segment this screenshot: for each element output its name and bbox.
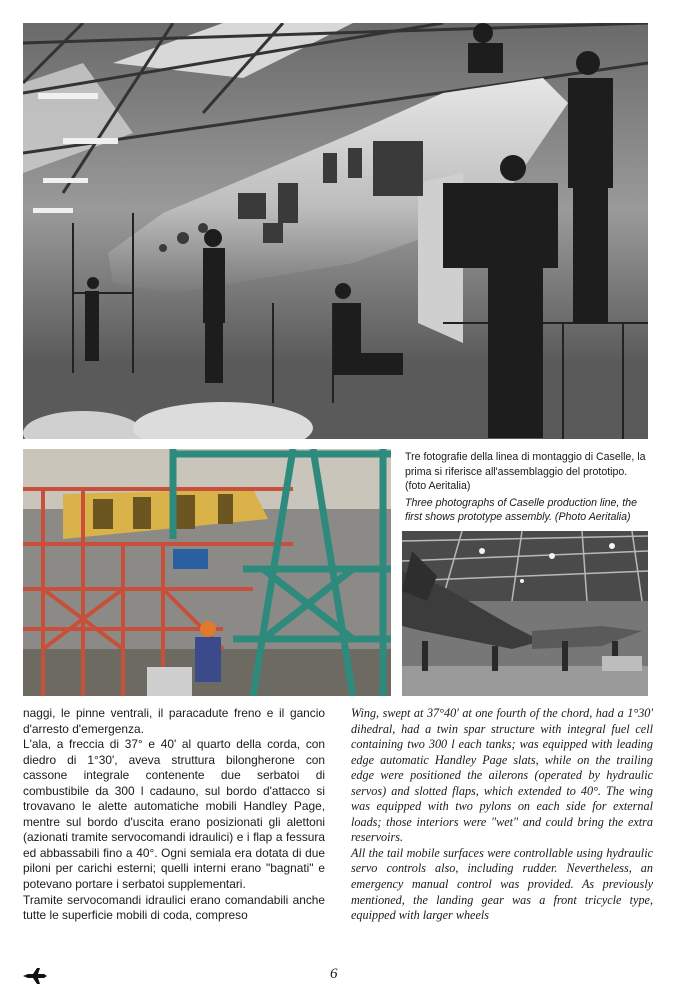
page-number: 6 (330, 966, 338, 982)
text-column-italian (23, 706, 325, 924)
caption-english: Three photographs of Caselle production line, the first shows prototype assembly. (Photo Aeritalia) (405, 496, 638, 523)
paragraph-it: Tramite servocomandi idraulici erano comandabili anche tutte le superficie mobili di coda, compreso (23, 892, 325, 923)
photo-hangar-aircraft (402, 531, 648, 696)
paragraph-en: Wing, swept at 37°40' at one fourth of the chord, had a 1°30' dihedral, had a twin spar structure with integral fuel cell containing two 300 l each tanks; was equipped with leading edge automatic Handley Page slats, while on the trailing edge were positioned the ailerons (operated by hydraulic servos) and slotted flaps, which extended to 40°. The wing was equipped with two pylons on each side for external loads; those interiors were "wet" and could bring the extra reservoirs. (351, 706, 653, 845)
airplane-icon (22, 967, 48, 985)
text-column-english (351, 706, 653, 924)
photo-production-line-color (23, 449, 391, 696)
paragraph-it: L'ala, a freccia di 37° e 40' al quarto della corda, con diedro di 1°30', aveva struttura bilongherone con cassone integrale contenente due serbatoi di combustibile da 300 l cadauno, sul bordo d'attacco si trovavano le alette automatiche mobili Handley Page, mentre sul bordo d'uscita erano posizionati gli alettoni (azionati tramite servocomandi idraulici) e i flap a fessura ed abbassabili fino a 40°. Ogni semiala era dotata di due piloni per carichi esterni; quelli interni erano "bagnati" e potevano portare i serbatoi supplementari. (23, 737, 325, 892)
paragraph-it: naggi, le pinne ventrali, il paracadute freno e il gancio d'arresto d'emergenza. (23, 706, 325, 736)
photo-prototype-assembly (23, 23, 648, 439)
caption-italian: Tre fotografie della linea di montaggio di Caselle, la prima si riferisce all'assemblaggio del prototipo. (foto Aeritalia) (405, 451, 646, 492)
photo-caption (405, 450, 650, 525)
paragraph-en: All the tail mobile surfaces were controllable using hydraulic servo controls also, including rudder. Nevertheless, an emergency manual control was provided. As previously mentioned, the landing gear was a front tricycle type, equipped with larger wheels (351, 845, 653, 923)
